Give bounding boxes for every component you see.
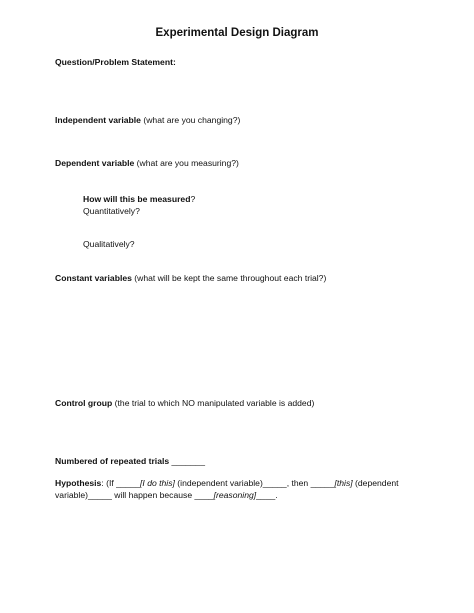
constant-variables-line <box>55 272 454 284</box>
hypothesis-text-5: ____. <box>256 490 278 500</box>
hypothesis-italic-3: [reasoning] <box>213 490 257 500</box>
constant-variables-label: Constant variables <box>55 273 132 283</box>
control-group-hint: (the trial to which NO manipulated variable is added) <box>112 398 315 408</box>
independent-variable-label: Independent variable <box>55 115 141 125</box>
hypothesis-text-2: (independent variable)_____, then _____ <box>174 478 335 488</box>
repeated-trials-label: Numbered of repeated trials <box>55 456 170 466</box>
hypothesis-label: Hypothesis <box>55 478 102 488</box>
hypothesis-italic-2: [this] <box>334 478 353 488</box>
dependent-variable-hint: (what are you measuring?) <box>134 158 239 168</box>
measurement-label: How will this be measured <box>83 194 191 204</box>
repeated-trials-blank: _______ <box>169 456 205 466</box>
independent-variable-line <box>55 114 454 126</box>
hypothesis-text-4: variable)_____ will happen because ____ <box>55 490 214 500</box>
hypothesis-line-2 <box>55 489 454 501</box>
question-label: Question/Problem Statement: <box>55 57 176 67</box>
quantitatively-label: Quantitatively? <box>83 206 140 216</box>
dependent-variable-label: Dependent variable <box>55 158 135 168</box>
hypothesis-text-3: (dependent <box>352 478 399 488</box>
constant-variables-hint: (what will be kept the same throughout each trial?) <box>131 273 327 283</box>
dependent-variable-line <box>55 157 454 169</box>
hypothesis-italic-1: [I do this] <box>140 478 175 488</box>
hypothesis-line-1 <box>55 477 454 489</box>
page-title: Experimental Design Diagram <box>155 27 319 39</box>
hypothesis-text-1: : (If _____ <box>101 478 141 488</box>
control-group-line <box>55 397 454 409</box>
measurement-qmark: ? <box>190 194 196 204</box>
qualitatively-label: Qualitatively? <box>83 239 135 249</box>
measurement-line <box>83 193 454 205</box>
control-group-label: Control group <box>55 398 113 408</box>
independent-variable-hint: (what are you changing?) <box>140 115 241 125</box>
repeated-trials-line <box>55 455 454 467</box>
